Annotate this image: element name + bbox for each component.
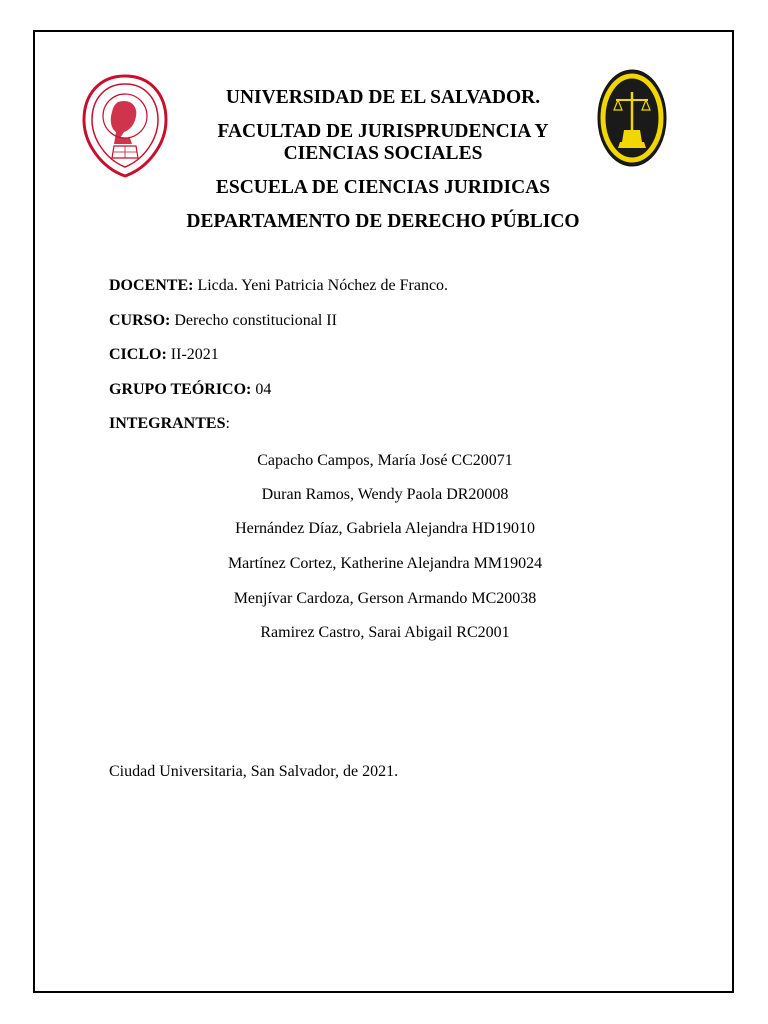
docente-label: DOCENTE: <box>109 277 194 294</box>
member-item: Ramirez Castro, Sarai Abigail RC2001 <box>260 624 510 641</box>
curso-value: Derecho constitucional II <box>170 312 337 329</box>
curso-field <box>109 311 337 331</box>
faculty-title: FACULTAD DE JURISPRUDENCIA Y CIENCIAS SOCIALES <box>217 121 549 164</box>
ciclo-value: II-2021 <box>166 346 219 363</box>
member-item: Duran Ramos, Wendy Paola DR20008 <box>261 486 509 503</box>
faculty-seal-icon <box>596 68 668 168</box>
member-item: Martínez Cortez, Katherine Alejandra MM19024 <box>227 555 543 572</box>
integrantes-label: INTEGRANTES <box>109 415 226 432</box>
place-date: Ciudad Universitaria, San Salvador, de 2021. <box>109 763 399 780</box>
docente-field <box>109 276 448 296</box>
member-item: Menjívar Cardoza, Gerson Armando MC20038 <box>233 590 537 607</box>
docente-value: Licda. Yeni Patricia Nóchez de Franco. <box>193 277 449 294</box>
grupo-field <box>109 380 271 400</box>
department-title: DEPARTAMENTO DE DERECHO PÚBLICO <box>186 211 580 232</box>
integrantes-colon: : <box>225 415 230 432</box>
school-title: ESCUELA DE CIENCIAS JURIDICAS <box>215 177 551 198</box>
grupo-label: GRUPO TEÓRICO: <box>109 381 252 398</box>
curso-label: CURSO: <box>109 312 171 329</box>
university-seal-icon <box>80 72 170 180</box>
grupo-value: 04 <box>251 381 272 398</box>
member-item: Capacho Campos, María José CC20071 <box>257 452 513 469</box>
integrantes-field <box>109 414 230 434</box>
ciclo-label: CICLO: <box>109 346 167 363</box>
member-item: Hernández Díaz, Gabriela Alejandra HD19010 <box>235 520 535 537</box>
university-title: UNIVERSIDAD DE EL SALVADOR. <box>225 87 541 108</box>
ciclo-field <box>109 345 219 365</box>
